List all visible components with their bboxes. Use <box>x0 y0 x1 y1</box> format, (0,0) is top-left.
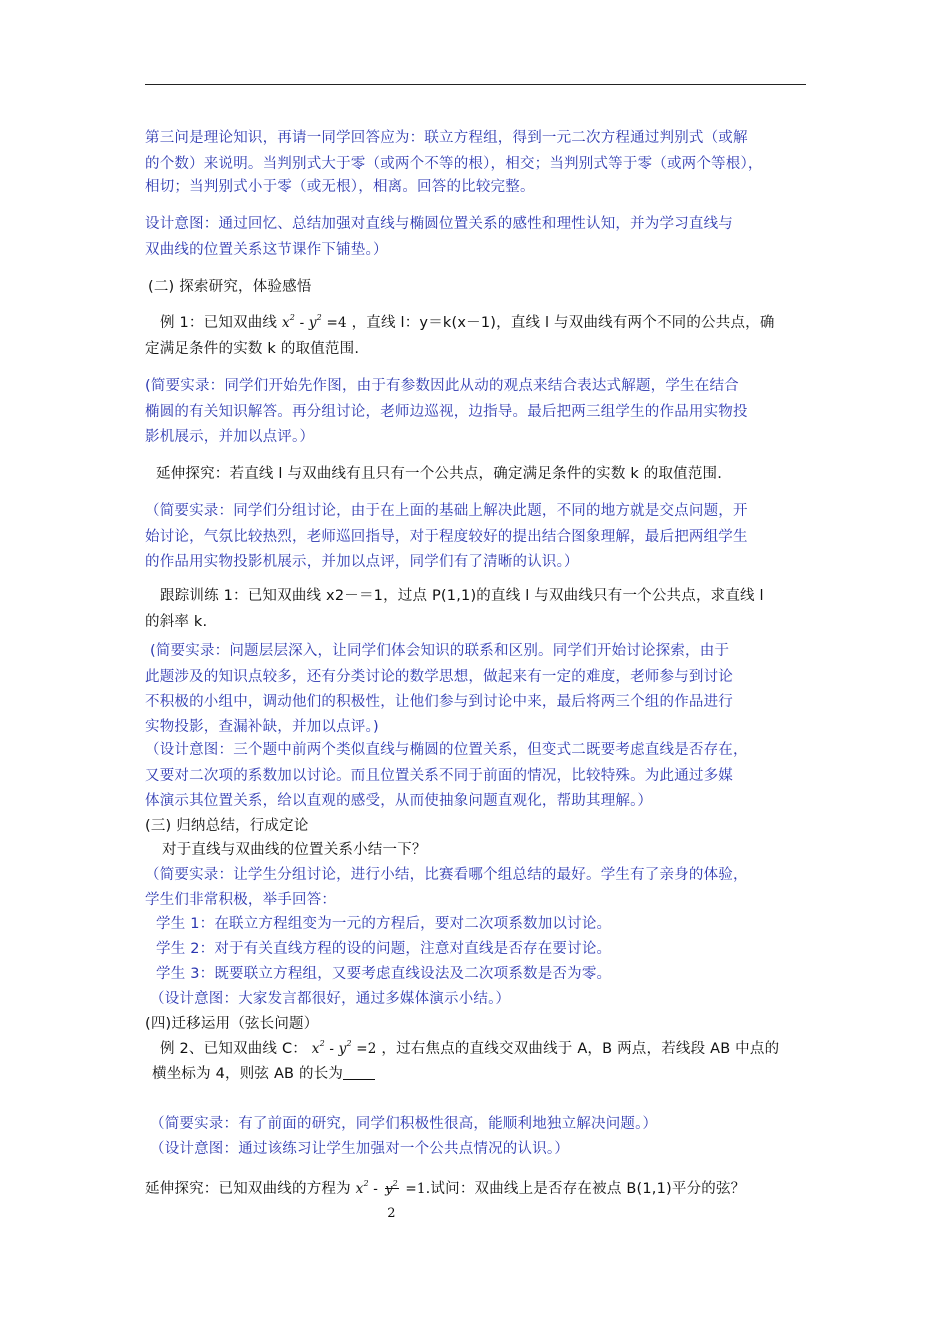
example2-line2 <box>152 1064 375 1084</box>
extend2-eq-value: =1 <box>405 1181 426 1197</box>
student1-answer: 学生 1：在联立方程组变为一元的方程后，要对二次项系数加以讨论。 <box>156 916 612 932</box>
extend2-line <box>145 1166 746 1221</box>
track1-line1: 跟踪训练 1：已知双曲线 x2－＝1，过点 P(1,1)的直线 l 与双曲线只有一个公共点，求直线 l <box>160 588 764 604</box>
student2-answer: 学生 2：对于有关直线方程的设的问题，注意对直线是否存在要讨论。 <box>156 941 612 957</box>
record1-line1: (简要实录：同学们开始先作图，由于有参数因此从动的观点来结合表达式解题，学生在结合 <box>145 378 739 394</box>
para2-line1: 设计意图：通过回忆、总结加强对直线与椭圆位置关系的感性和理性认知，并为学习直线与 <box>145 216 733 232</box>
summary-question: 对于直线与双曲线的位置关系小结一下？ <box>162 842 427 858</box>
para1-line1: 第三问是理论知识，再请一同学回答应为：联立方程组，得到一元二次方程通过判别式（或解 <box>145 130 748 146</box>
example1-line2: 定满足条件的实数 k 的取值范围. <box>145 341 360 357</box>
answer-blank <box>343 1065 375 1080</box>
design3-line1: （设计意图：三个题中前两个类似直线与椭圆的位置关系，但变式二既要考虑直线是否存在， <box>145 742 748 758</box>
example1-line1 <box>160 313 775 333</box>
example2-rest: ，过右焦点的直线交双曲线于 A，B 两点，若线段 AB 中点的 <box>381 1041 780 1057</box>
extend2-equation: $x^2$ - <box>355 1179 383 1197</box>
design5-text: （设计意图：通过该练习让学生加强对一个公共点情况的认识。） <box>150 1141 570 1157</box>
record4-line2: 学生们非常积极，举手回答： <box>145 892 337 908</box>
record2-line3: 的作品用实物投影机展示，并加以点评，同学们有了清晰的认识。） <box>145 554 579 570</box>
section-heading-4: (四)迁移运用（弦长问题） <box>145 1016 319 1032</box>
fraction-y2-over-2: $y^2$ 2 <box>385 1179 398 1221</box>
record3-line3: 不积极的小组中，调动他们的积极性，让他们参与到讨论中来，最后将两三个组的作品进行 <box>145 694 733 710</box>
record3-line4: 实物投影，查漏补缺，并加以点评。) <box>145 719 379 735</box>
design4-text: （设计意图：大家发言都很好，通过多媒体演示小结。） <box>150 991 511 1007</box>
record2-line2: 始讨论，气氛比较热烈，老师巡回指导，对于程度较好的提出结合图象理解，最后把两组学生 <box>145 529 748 545</box>
design3-line2: 又要对二次项的系数加以讨论。而且位置关系不同于前面的情况，比较特殊。为此通过多媒 <box>145 768 733 784</box>
record1-line3: 影机展示，并加以点评。） <box>145 429 315 445</box>
student3-answer: 学生 3：既要联立方程组，又要考虑直线设法及二次项系数是否为零。 <box>156 966 612 982</box>
section-heading-3: (三) 归纳总结，行成定论 <box>145 818 309 834</box>
header-rule <box>145 84 806 85</box>
record4-line1: （简要实录：让学生分组讨论，进行小结，比赛看哪个组总结的最好。学生有了亲身的体验， <box>145 867 748 883</box>
track1-line2: 的斜率 k. <box>145 614 208 630</box>
record2-line1: （简要实录：同学们分组讨论，由于在上面的基础上解决此题，不同的地方就是交点问题，开 <box>145 503 748 519</box>
example1-prefix: 例 1：已知双曲线 <box>160 315 278 331</box>
section-heading-2: (二) 探索研究，体验感悟 <box>148 279 312 295</box>
example1-equation: $x^2 - y^2 =4$ <box>281 313 347 331</box>
example2-equation: $x^2 - y^2 =2$ <box>311 1039 377 1057</box>
para1-line3: 相切；当判别式小于零（或无根），相离。回答的比较完整。 <box>145 179 535 195</box>
record1-line2: 椭圆的有关知识解答。再分组讨论，老师边巡视，边指导。最后把两三组学生的作品用实物投 <box>145 404 748 420</box>
record5-text: （简要实录：有了前面的研究，同学们积极性很高，能顺利地独立解决问题。） <box>150 1116 658 1132</box>
example2-line1 <box>160 1039 779 1059</box>
extend2-rest: .试问：双曲线上是否存在被点 B(1,1)平分的弦？ <box>425 1181 746 1197</box>
para1-line2: 的个数）来说明。当判别式大于零（或两个不等的根），相交；当判别式等于零（或两个等根）， <box>145 156 763 172</box>
record3-line1: (简要实录：问题层层深入，让同学们体会知识的联系和区别。同学们开始讨论探索，由于 <box>150 643 730 659</box>
example1-rest: ，直线 l：y＝k(x－1)，直线 l 与双曲线有两个不同的公共点，确 <box>351 315 775 331</box>
extend1-text: 延伸探究：若直线 l 与双曲线有且只有一个公共点，确定满足条件的实数 k 的取值范围. <box>156 466 723 482</box>
extend2-prefix: 延伸探究：已知双曲线的方程为 <box>145 1181 351 1197</box>
record3-line2: 此题涉及的知识点较多，还有分类讨论的数学思想，做起来有一定的难度，老师参与到讨论 <box>145 669 733 685</box>
para2-line2: 双曲线的位置关系这节课作下铺垫。） <box>145 242 388 258</box>
example2-prefix: 例 2、已知双曲线 C： <box>160 1041 307 1057</box>
design3-line3: 体演示其位置关系，给以直观的感受，从而使抽象问题直观化，帮助其理解。） <box>145 793 653 809</box>
example2-question: 横坐标为 4，则弦 AB 的长为 <box>152 1066 344 1082</box>
